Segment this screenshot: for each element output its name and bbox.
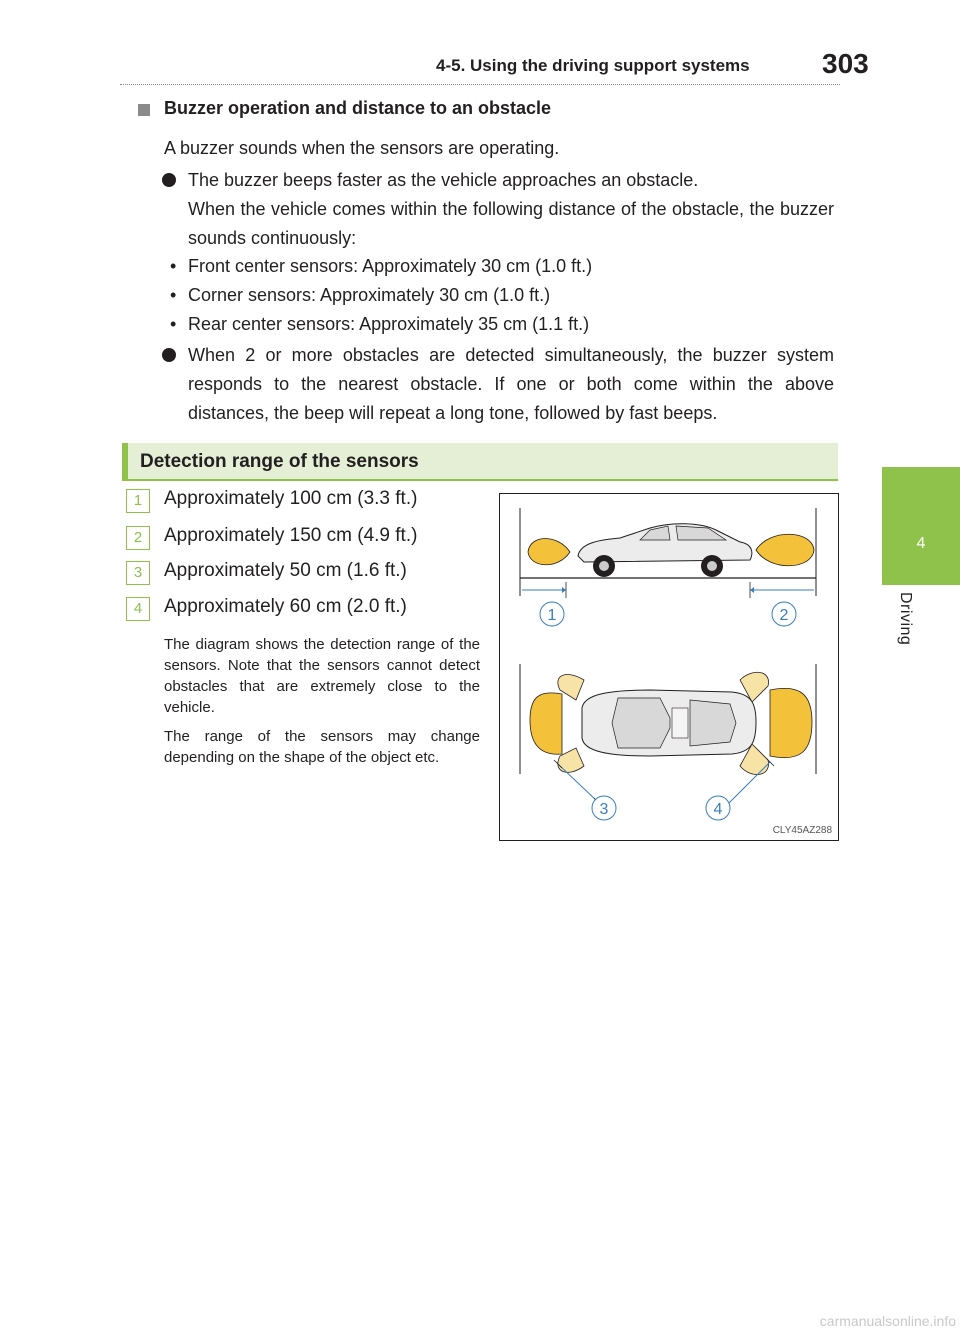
bullet-dot-icon [162, 173, 176, 187]
range-item-text: Approximately 60 cm (2.0 ft.) [164, 596, 407, 617]
sub-item: • Corner sensors: Approximately 30 cm (1.0 ft.) [170, 285, 551, 305]
chapter-label: Driving [897, 592, 914, 646]
buzzer-bullet-1 [162, 166, 834, 253]
range-item-text: Approximately 100 cm (3.3 ft.) [164, 488, 418, 509]
figure-label-2: 2 [779, 607, 789, 624]
range-item-text: Approximately 50 cm (1.6 ft.) [164, 560, 407, 581]
bullet-2-text: When 2 or more obstacles are detected simultaneously, the buzzer system responds to the nearest obstacle. If one or both come within the above distances, the beep will repeat a long tone, followed by fast beeps. [188, 345, 834, 423]
range-item-text: Approximately 150 cm (4.9 ft.) [164, 525, 418, 546]
figure-label-3: 3 [599, 801, 609, 818]
sub-item: • Front center sensors: Approximately 30 cm (1.0 ft.) [170, 256, 593, 276]
front-sensor-range-side [528, 539, 570, 565]
chapter-tab [882, 467, 960, 585]
buzzer-intro: A buzzer sounds when the sensors are operating. [164, 138, 560, 158]
rear-center-range-top [770, 688, 812, 757]
bullet-1-line-2: When the vehicle comes within the following distance of the obstacle, the buzzer sounds continuously: [188, 199, 834, 248]
header-title: 4-5. Using the driving support systems [436, 56, 750, 75]
sensor-diagram [500, 494, 840, 842]
sub-item-text: Corner sensors: Approximately 30 cm (1.0 ft.) [188, 285, 551, 305]
buzzer-bullet-2 [162, 341, 834, 428]
item-number-badge: 2 [126, 526, 150, 550]
bullet-dot-icon [162, 348, 176, 362]
buzzer-heading [138, 98, 551, 119]
header-divider [120, 84, 840, 85]
sensor-range-figure [499, 493, 839, 841]
buzzer-heading-text: Buzzer operation and distance to an obstacle [164, 98, 552, 118]
item-number-badge: 1 [126, 489, 150, 513]
footer-watermark: carmanualsonline.info [819, 1313, 956, 1329]
note-1: The diagram shows the detection range of the sensors. Note that the sensors cannot detect obstacles that are extremely close to the vehicle. [164, 636, 480, 716]
sub-item: • Rear center sensors: Approximately 35 cm (1.1 ft.) [170, 314, 590, 334]
detection-heading [122, 443, 838, 481]
item-number-badge: 3 [126, 561, 150, 585]
square-bullet-icon [138, 104, 150, 116]
note-2: The range of the sensors may change depending on the shape of the object etc. [164, 728, 480, 766]
figure-code: CLY45AZ288 [772, 825, 832, 836]
page-number: 303 [822, 48, 869, 79]
front-center-range-top [530, 693, 562, 754]
chapter-number: 4 [916, 535, 926, 552]
bullet-1-line-1: The buzzer beeps faster as the vehicle approaches an obstacle. [188, 170, 699, 190]
figure-label-4: 4 [713, 801, 723, 818]
item-number-badge: 4 [126, 597, 150, 621]
detection-heading-text: Detection range of the sensors [140, 451, 419, 472]
figure-label-1: 1 [547, 607, 557, 624]
sub-item-text: Rear center sensors: Approximately 35 cm (1.1 ft.) [188, 314, 590, 334]
sub-item-text: Front center sensors: Approximately 30 cm (1.0 ft.) [188, 256, 593, 276]
rear-sensor-range-side [756, 534, 814, 566]
